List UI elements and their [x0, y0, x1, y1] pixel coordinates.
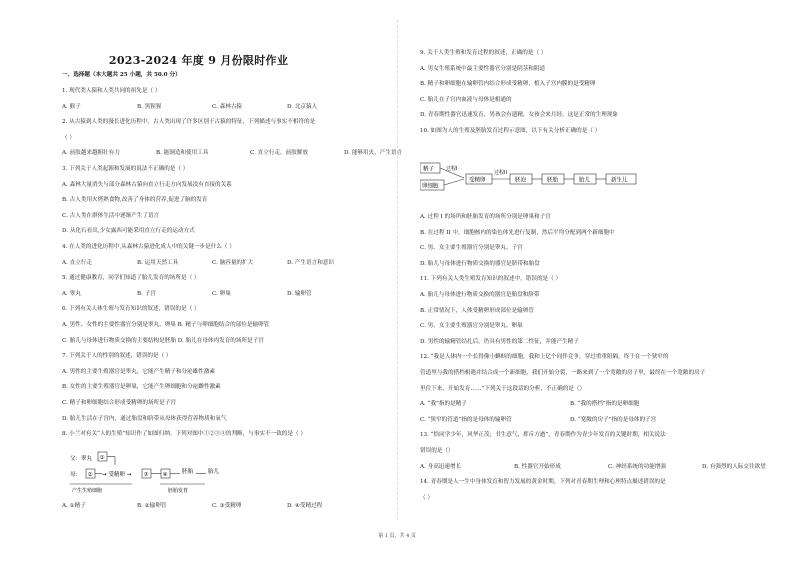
- left-line: 4. 在人类的进化历程中,从森林古猿进化成人中的关键一步是什么（ ）: [62, 244, 235, 250]
- q8-fert: → 受精卵 →: [102, 472, 132, 478]
- right2-line: 里住下来，开始发育……”下列关于这段话的分析，不正确的是（）: [420, 385, 586, 392]
- right-line: B. 精子和卵细胞在输卵管内结合形成受精卵，植入子宫内膜的是受精卵: [420, 81, 596, 88]
- q10-blast: 胚泡: [515, 177, 527, 184]
- left-option: B. 运用天然工具: [137, 259, 179, 266]
- column-divider: [397, 20, 398, 520]
- right2-line: C. 男、女主要生殖器官分别是睾丸、子宫: [420, 245, 523, 252]
- q8-mother: 母：: [70, 472, 82, 478]
- left-options: [62, 260, 362, 267]
- left-option: B. 黑猩猩: [137, 103, 162, 110]
- right2-line: 管道里与我的搭档相遇并结合成一个新细胞，我们开始分裂，一路来到了一个宽敞的房子里，最终在一个宽敞的房子: [420, 370, 706, 376]
- left-options: [62, 291, 362, 298]
- right-line: C. 胎儿在子宫内血液与母体是相通的: [420, 96, 512, 103]
- left-options: [62, 150, 438, 157]
- right2-option: D. 有强烈的人际交往欲望: [702, 463, 766, 470]
- left-line: 3. 下列关于人类起源和发展的说法不正确的是（ ）: [62, 166, 189, 172]
- q10-p2: 过程II: [494, 170, 507, 176]
- left-line: 1. 现代类人猿和人类共同的祖先是（ ）: [62, 88, 161, 94]
- q8-label-2: 胚胎发育: [168, 488, 189, 494]
- left-option: A. 猴子: [62, 103, 81, 110]
- page-footer: 第 1 页，共 4 页: [378, 533, 416, 539]
- left-option: C. 森林古猿: [212, 103, 243, 110]
- q8-diagram-svg: [70, 448, 330, 496]
- right2-line: C. 男、女主要生殖器官分别是睾丸、卵巢: [420, 323, 523, 330]
- left-option: C. 直立行走，前肢解放: [250, 150, 308, 157]
- q8-fetus: 胎儿: [208, 469, 220, 475]
- right2-line: 13. “恰同学少年，风华正茂；书生意气，挥斥方遒”，青春期作为青少年发育的关键时期，相关说法: [420, 432, 666, 439]
- left-line: 7. 下列关于人的性别的叙述，错误的是（ ）: [62, 353, 172, 360]
- q8-embryo: 胚胎: [182, 469, 194, 475]
- q8-opt-c: C. ③受精卵: [212, 503, 242, 509]
- q10-zygote: 受精卵: [469, 177, 486, 184]
- left-line: 6. 下列有关人体生殖与发育知识的叙述，错误的是（ ）: [62, 306, 200, 313]
- q10-egg: 卵细胞: [422, 183, 439, 190]
- left-option: D. 能够用火，产生语言: [344, 150, 403, 157]
- right2-line: （ ）: [420, 494, 433, 501]
- right2-line: A. 胎儿与母体进行物质交换的器官是胎盘和脐带: [420, 292, 540, 298]
- q8-opt-b: B. ②输卵管: [137, 503, 167, 509]
- q10-p1: 过程I: [446, 166, 458, 172]
- q10-line-2: [444, 179, 464, 185]
- left-option: C. 卵巢: [212, 290, 231, 297]
- left-option: A. 睾丸: [62, 290, 81, 297]
- right2-options: [420, 464, 794, 471]
- right2-line: A. 过程 I 的场所和胚胎发育的场所分别是卵巢和子宫: [420, 214, 551, 220]
- left-line: C. 胎儿与母体进行物质交换的主要结构是胚胎 D. 胎儿在母体内发育的场所是子宫: [62, 337, 264, 344]
- left-line: C. 古人类在群体生活中逐渐产生了语言: [62, 212, 160, 219]
- right2-option: D. “宽敞的房子”指的是母体的子宫: [570, 416, 657, 423]
- left-option: C. 脑容量的扩大: [212, 259, 254, 266]
- right2-option: A. 身高迅速增长: [420, 463, 462, 470]
- left-line: B. 古人类用火烤熟食物,改善了身体的营养,促进了脑的发育: [62, 197, 208, 204]
- right-line: 9. 关于人类生殖和发育过程的叙述，正确的是（ ）: [420, 50, 547, 56]
- right2-line: B. 正常情况下，人体受精卵形成部位是输卵管: [420, 307, 534, 314]
- left-line: A. 男性的主要生殖器官是睾丸，它能产生精子和分泌雄性激素: [62, 368, 216, 375]
- left-line: 2. 从古猿到人类的漫长进化历程中，古人类出现了许多区别于古猿的特征，下列描述与事实不相符的是: [62, 119, 316, 126]
- q8-opt-d: D. ④受精过程: [287, 503, 323, 509]
- left-line: B. 女性的主要生殖器官是卵巢，它能产生卵细胞和分泌雌性激素: [62, 384, 221, 391]
- left-line: D. 从化石看出,少女露西可能采用直立行走的运动方式: [62, 228, 195, 235]
- right2-option: B. 性器官开始形成: [514, 463, 561, 470]
- left-line: 5. 通过健康教育，同学们知道了胎儿发育的场所是（ ）: [62, 275, 200, 282]
- page-title: 2023-2024 年度 9 月份限时作业: [108, 54, 289, 67]
- left-line: 8. 小兰对有关“人的生殖”知识作了如图归纳。下列对图中①②③④的判断，与事实不一致的是（ ）: [62, 431, 306, 438]
- q8-opt-a: A. ①精子: [62, 503, 86, 509]
- left-line: （ ）: [62, 134, 75, 141]
- q8-label-1: 产生生殖细胞: [72, 488, 103, 494]
- right2-option: B. “我的搭档”指的是卵细胞: [570, 401, 640, 408]
- q8-n1: ①: [99, 455, 105, 461]
- section-header: 一、选择题（本大题共 25 小题，共 50.0 分）: [62, 72, 181, 78]
- left-line: A. 森林大量消失与部分森林古猿向直立行走方向发展没有直接的关系: [62, 181, 232, 188]
- right-line: A. 男女生殖系统中最主要性器官分别是阴茎和阴道: [420, 65, 546, 72]
- q8-diagram: [70, 448, 330, 496]
- q8-n4: ④: [162, 472, 168, 478]
- right2-option: A. “我”指的是精子: [420, 401, 467, 408]
- right-line: D. 青春期性器官迅速发育，男孩会有遗精，女孩会来月经，这是正常的生理现象: [420, 112, 619, 119]
- q10-sperm: 精子: [423, 166, 435, 173]
- right2-options: [420, 417, 720, 424]
- right2-line: 11. 下列有关人类生殖发育知识的叙述中，错误的是（ ）: [420, 276, 562, 283]
- q10-newborn: 新生儿: [611, 177, 628, 184]
- left-line: C. 精子和卵细胞结合形成受精卵的场所是子宫: [62, 400, 176, 406]
- left-line: D. 胎儿生活在子宫内，通过胎盘和脐带从母体获得营养物质和氧气: [62, 415, 227, 422]
- q10-fetus: 胎儿: [579, 177, 591, 184]
- q8-n2: ②: [87, 472, 93, 478]
- right2-line: D. 男性的输精管结扎后，仍具有男性的第二性征，并能产生精子: [420, 338, 579, 345]
- right2-option: C. 神经系统的功能增强: [608, 463, 666, 470]
- q10-diagram: [420, 160, 700, 194]
- left-line: A. 男性、女性的主要性器官分别是睾丸、卵巢 B. 精子与卵细胞结合的部位是输卵管: [62, 322, 270, 328]
- left-option: B. 能制造和使用工具: [156, 150, 209, 157]
- q10-diagram-svg: [420, 160, 700, 194]
- left-option: A. 前肢越来越粗壮有力: [62, 150, 120, 157]
- q8-n3: ③: [143, 472, 149, 478]
- right2-line: 14. 青春期是人一生中身体发育和智力发展的黄金时期。下列对青春期生理和心理特点描述错误的是: [420, 479, 666, 486]
- right2-options: [420, 401, 720, 408]
- left-option: D. 北京猿人: [287, 103, 318, 110]
- q8-options: [62, 503, 362, 510]
- right2-line: 12. “我是人体内一个长得像小蝌蚪的细胞，我和上亿个同伴竞争，穿过重重阻隔，终于在一个狭窄的: [420, 354, 669, 361]
- right2-line: B. 在过程 II 中，细胞核内的染色体先进行复制，然后平均分配到两个新细胞中: [420, 229, 615, 236]
- right2-option: C. “狭窄的管道”指的是母体的输卵管: [420, 416, 512, 423]
- q8-father: 父：睾丸: [70, 456, 93, 462]
- right-line: 10. 如图为人的生殖及胚胎发育过程示意图，以下有关分析正确的是（ ）: [420, 128, 601, 134]
- right2-line: D. 胎儿与母体进行物质交换的器官是脐带和胎盘: [420, 260, 540, 267]
- left-option: B. 子宫: [137, 290, 156, 297]
- left-option: D. 产生语言和意识: [287, 259, 334, 266]
- left-options: [62, 104, 362, 111]
- left-option: D. 输卵管: [287, 290, 312, 297]
- left-option: A. 直立行走: [62, 259, 92, 266]
- right2-line: 错误的是（）: [420, 448, 454, 454]
- q10-embryo: 胚胎: [547, 177, 559, 184]
